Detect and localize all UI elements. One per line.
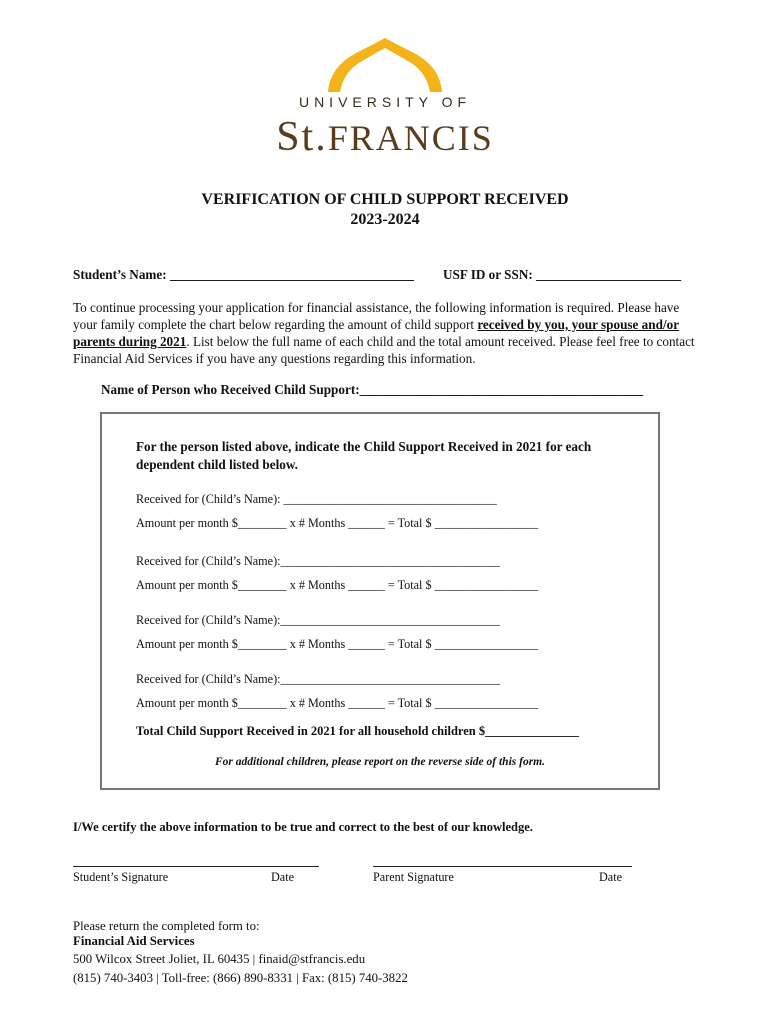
child-2-name-field[interactable]: Received for (Child’s Name):____________________________________ — [136, 554, 500, 568]
intro-text-2: . List below the full name of each child and the total amount received. Please feel free to contact Financial Aid Services if you have any questions regarding this information. — [73, 334, 695, 366]
child-3-name-field[interactable]: Received for (Child’s Name):____________________________________ — [136, 613, 500, 627]
parent-signature-label: Parent Signature — [373, 870, 454, 884]
child-4-name-field[interactable]: Received for (Child’s Name):____________________________________ — [136, 672, 500, 686]
child-3-amount-field[interactable]: Amount per month $________ x # Months ______ = Total $ _________________ — [136, 637, 539, 651]
logo-st: St. — [276, 114, 328, 160]
intro-paragraph — [73, 299, 701, 367]
form-title — [0, 190, 770, 230]
parent-signature-line[interactable] — [373, 866, 632, 867]
total-support-field[interactable]: Total Child Support Received in 2021 for all household children $_______________ — [136, 724, 579, 738]
child-support-box — [100, 412, 660, 790]
return-instruction: Please return the completed form to: — [73, 919, 260, 933]
office-name: Financial Aid Services — [73, 934, 195, 948]
additional-children-note: For additional children, please report on the reverse side of this form. — [215, 756, 545, 768]
child-4-amount-field[interactable]: Amount per month $________ x # Months ______ = Total $ _________________ — [136, 696, 539, 710]
logo-st-francis — [0, 113, 770, 162]
student-name-field[interactable]: Student’s Name: _____________________________________ — [73, 267, 414, 282]
logo-university-of: UNIVERSITY OF — [298, 94, 472, 110]
student-date-label: Date — [271, 870, 295, 884]
intro-emphasis: received by you, your spouse and/or parents during 2021 — [73, 317, 680, 349]
child-1-name-field[interactable]: Received for (Child’s Name): ___________________________________ — [136, 492, 497, 506]
recipient-name-field[interactable]: Name of Person who Received Child Support:___________________________________________ — [101, 382, 644, 397]
parent-date-label: Date — [599, 870, 623, 884]
office-phones: (815) 740-3403 | Toll-free: (866) 890-8331 | Fax: (815) 740-3822 — [73, 971, 408, 985]
child-1-amount-field[interactable]: Amount per month $________ x # Months ______ = Total $ _________________ — [136, 516, 539, 530]
office-address: 500 Wilcox Street Joliet, IL 60435 | finaid@stfrancis.edu — [73, 952, 366, 966]
certification-statement: I/We certify the above information to be true and correct to the best of our knowledge. — [73, 820, 533, 834]
logo-francis: FRANCIS — [327, 118, 494, 158]
form-title-line1: VERIFICATION OF CHILD SUPPORT RECEIVED — [201, 191, 569, 208]
box-heading: For the person listed above, indicate the Child Support Received in 2021 for each dependent child listed below. — [136, 439, 592, 472]
form-title-year: 2023-2024 — [350, 211, 420, 228]
student-signature-label: Student’s Signature — [73, 870, 169, 884]
arch-icon — [320, 36, 450, 94]
student-signature-line[interactable] — [73, 866, 319, 867]
intro-text-1: To continue processing your application for financial assistance, the following information is required. Please have your family complete the chart below regarding the amount of child support — [73, 300, 680, 332]
usf-id-field[interactable]: USF ID or SSN: ______________________ — [443, 267, 682, 282]
university-logo — [0, 36, 770, 94]
child-2-amount-field[interactable]: Amount per month $________ x # Months ______ = Total $ _________________ — [136, 578, 539, 592]
